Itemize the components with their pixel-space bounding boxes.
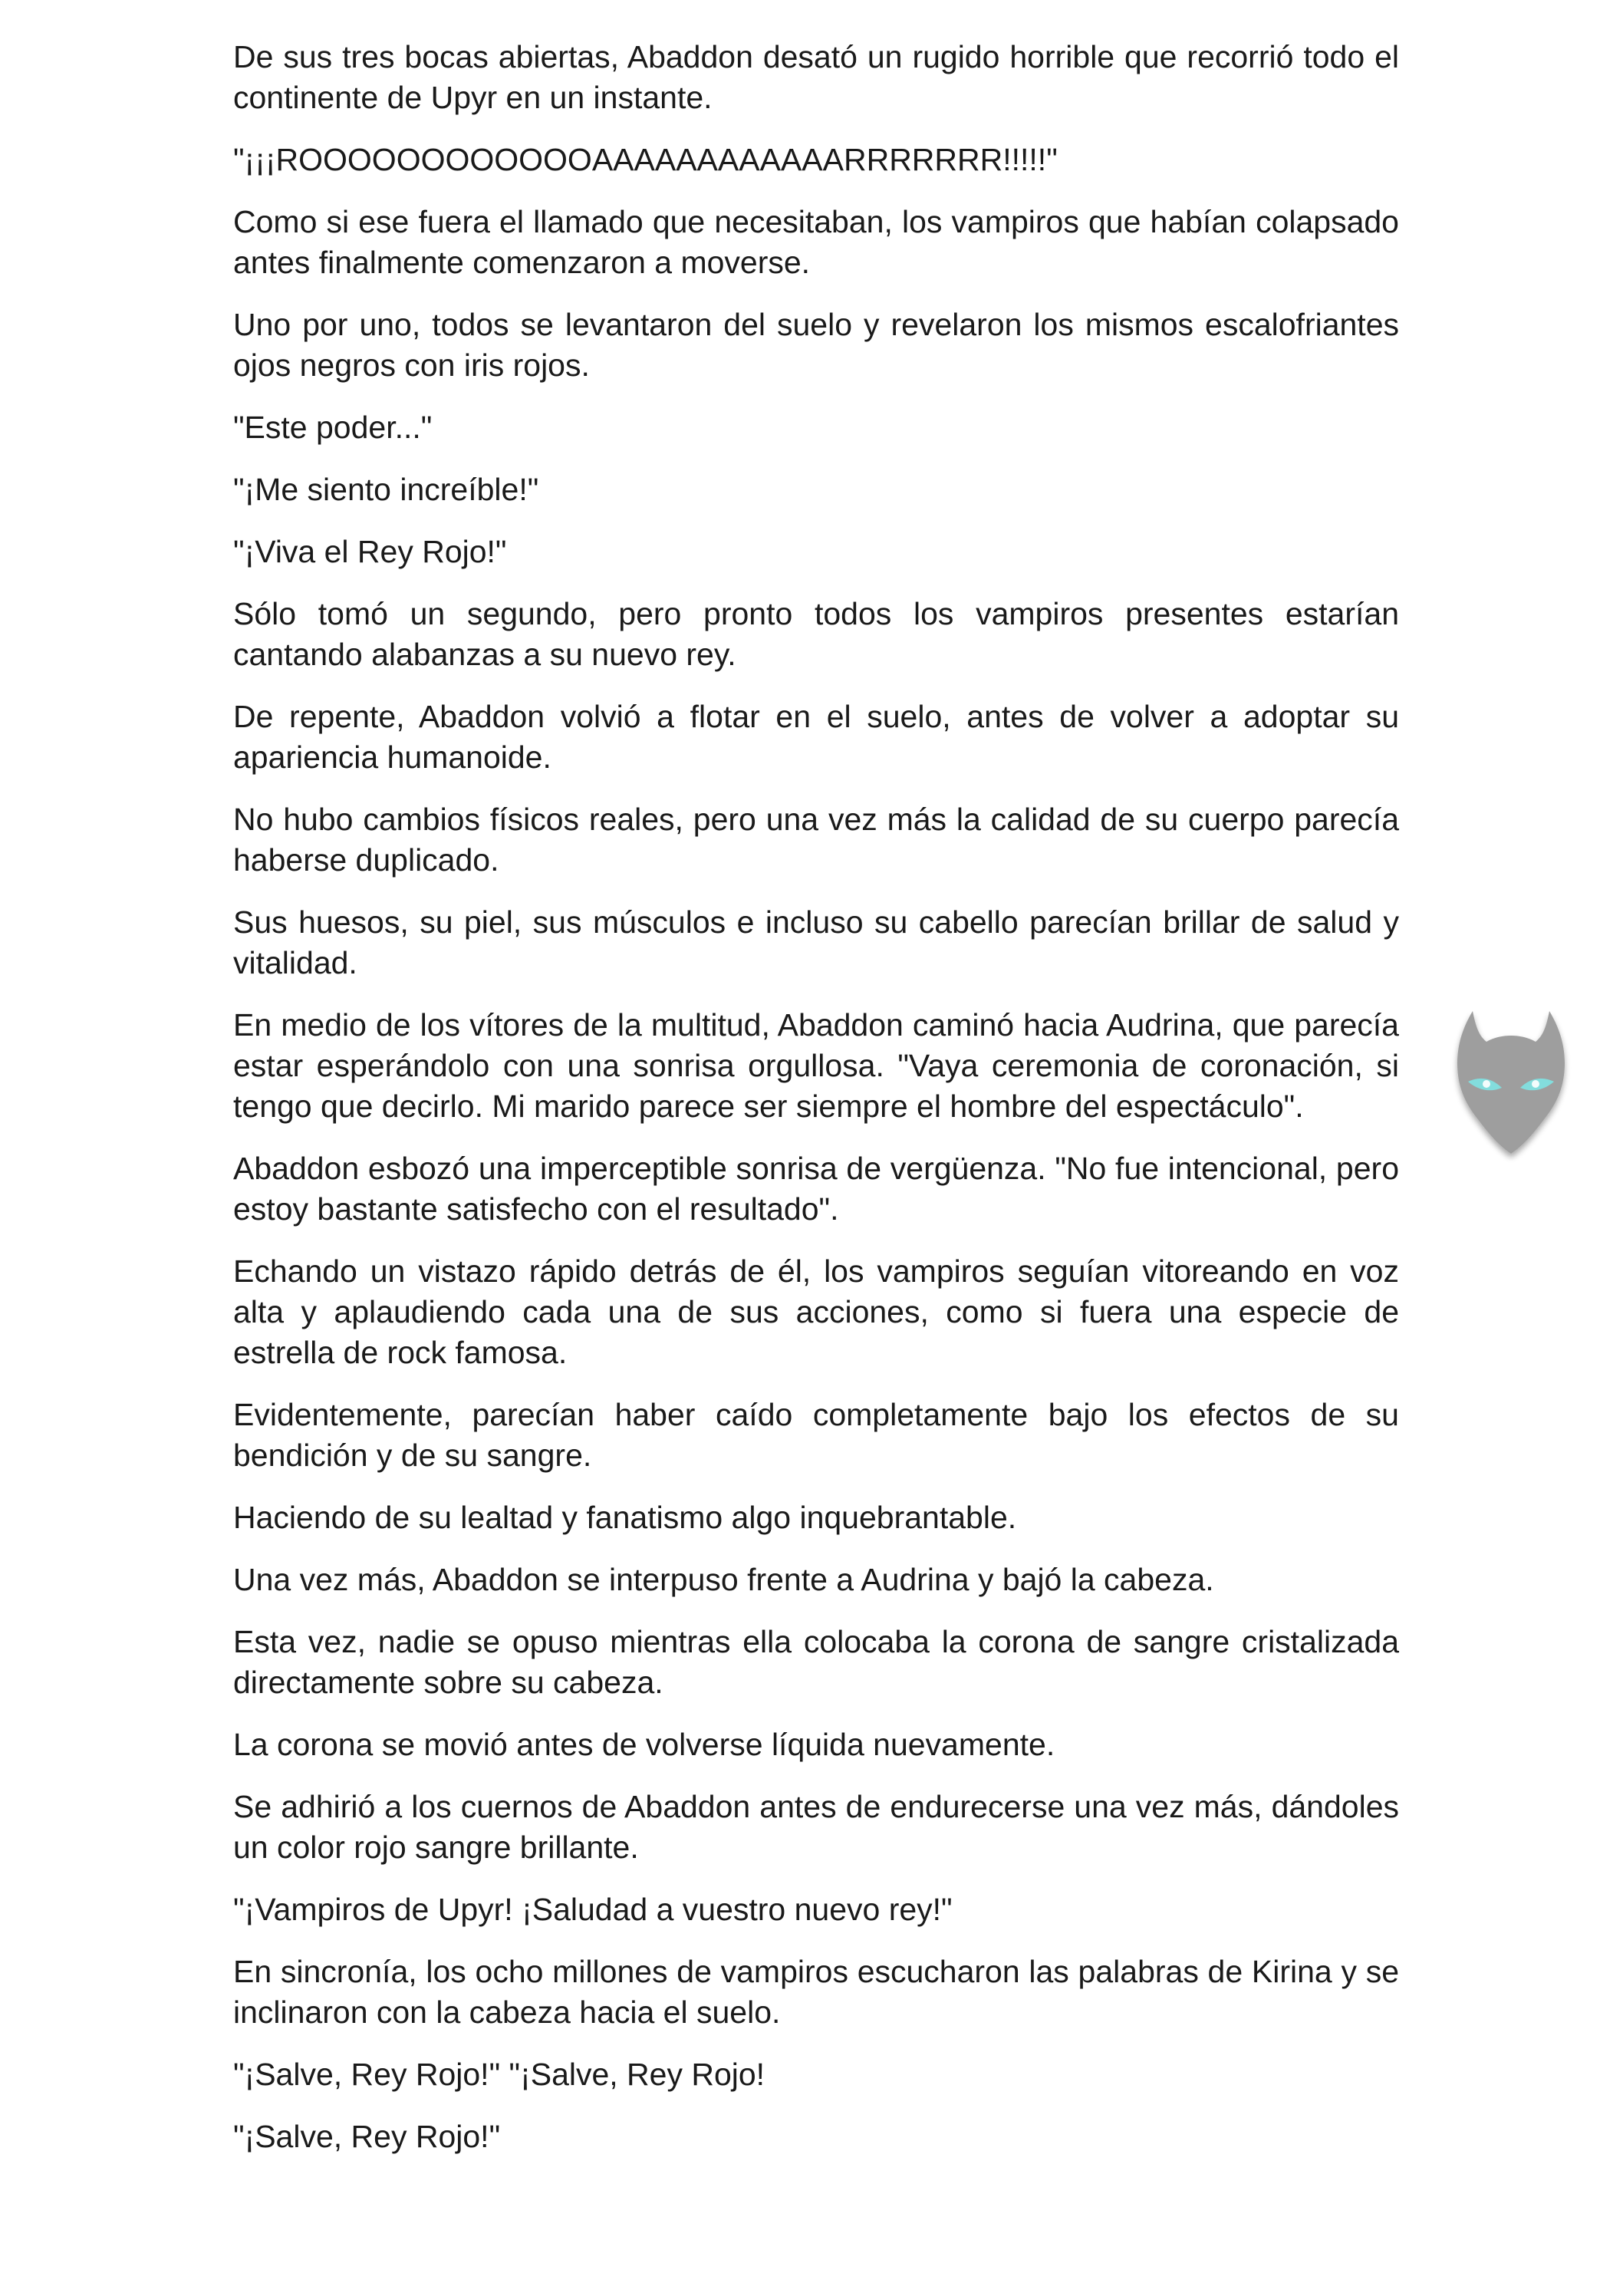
paragraph: Una vez más, Abaddon se interpuso frente a Audrina y bajó la cabeza. [233,1562,1214,1597]
paragraph: "¡Salve, Rey Rojo!" [233,2119,501,2154]
paragraph: "¡Salve, Rey Rojo!" "¡Salve, Rey Rojo! [233,2057,765,2092]
paragraph: De sus tres bocas abiertas, Abaddon desató un rugido horrible que recorrió todo el continente de Upyr en un instante. [233,39,1399,115]
paragraph: Uno por uno, todos se levantaron del suelo y revelaron los mismos escalofriantes ojos negros con iris rojos. [233,307,1399,383]
paragraph: "¡¡¡ROOOOOOOOOOOOAAAAAAAAAAAARRRRRRR!!!!!" [233,142,1058,177]
paragraph: Sólo tomó un segundo, pero pronto todos los vampiros presentes estarían cantando alabanzas a su nuevo rey. [233,596,1399,672]
paragraph: Echando un vistazo rápido detrás de él, los vampiros seguían vitoreando en voz alta y aplaudiendo cada una de sus acciones, como si fuera una especie de estrella de rock famosa. [233,1253,1399,1370]
paragraph: "¡Viva el Rey Rojo!" [233,534,507,569]
paragraph: "¡Me siento increíble!" [233,472,539,507]
paragraph: No hubo cambios físicos reales, pero una vez más la calidad de su cuerpo parecía haberse duplicado. [233,802,1399,878]
horned-demon-head-icon [1442,996,1580,1164]
paragraph: Sus huesos, su piel, sus músculos e incluso su cabello parecían brillar de salud y vitalidad. [233,904,1399,980]
paragraph: Abaddon esbozó una imperceptible sonrisa de vergüenza. "No fue intencional, pero estoy bastante satisfecho con el resultado". [233,1151,1399,1227]
paragraph: La corona se movió antes de volverse líquida nuevamente. [233,1727,1055,1762]
paragraph: Haciendo de su lealtad y fanatismo algo inquebrantable. [233,1500,1017,1535]
paragraph: Como si ese fuera el llamado que necesitaban, los vampiros que habían colapsado antes finalmente comenzaron a moverse. [233,204,1399,280]
paragraph: "Este poder..." [233,410,433,445]
paragraph: En medio de los vítores de la multitud, Abaddon caminó hacia Audrina, que parecía estar esperándolo con una sonrisa orgullosa. "Vaya ceremonia de coronación, si tengo que decirlo. Mi marido parece ser siempre el hombre del espectáculo". [233,1007,1399,1124]
paragraph: Esta vez, nadie se opuso mientras ella colocaba la corona de sangre cristalizada directamente sobre su cabeza. [233,1624,1399,1700]
paragraph: Evidentemente, parecían haber caído completamente bajo los efectos de su bendición y de su sangre. [233,1397,1399,1473]
paragraph: De repente, Abaddon volvió a flotar en el suelo, antes de volver a adoptar su apariencia humanoide. [233,699,1399,775]
paragraph: "¡Vampiros de Upyr! ¡Saludad a vuestro nuevo rey!" [233,1892,953,1927]
document-body [233,37,1399,2179]
paragraph: Se adhirió a los cuernos de Abaddon antes de endurecerse una vez más, dándoles un color rojo sangre brillante. [233,1789,1399,1865]
paragraph: En sincronía, los ocho millones de vampiros escucharon las palabras de Kirina y se inclinaron con la cabeza hacia el suelo. [233,1954,1399,2030]
